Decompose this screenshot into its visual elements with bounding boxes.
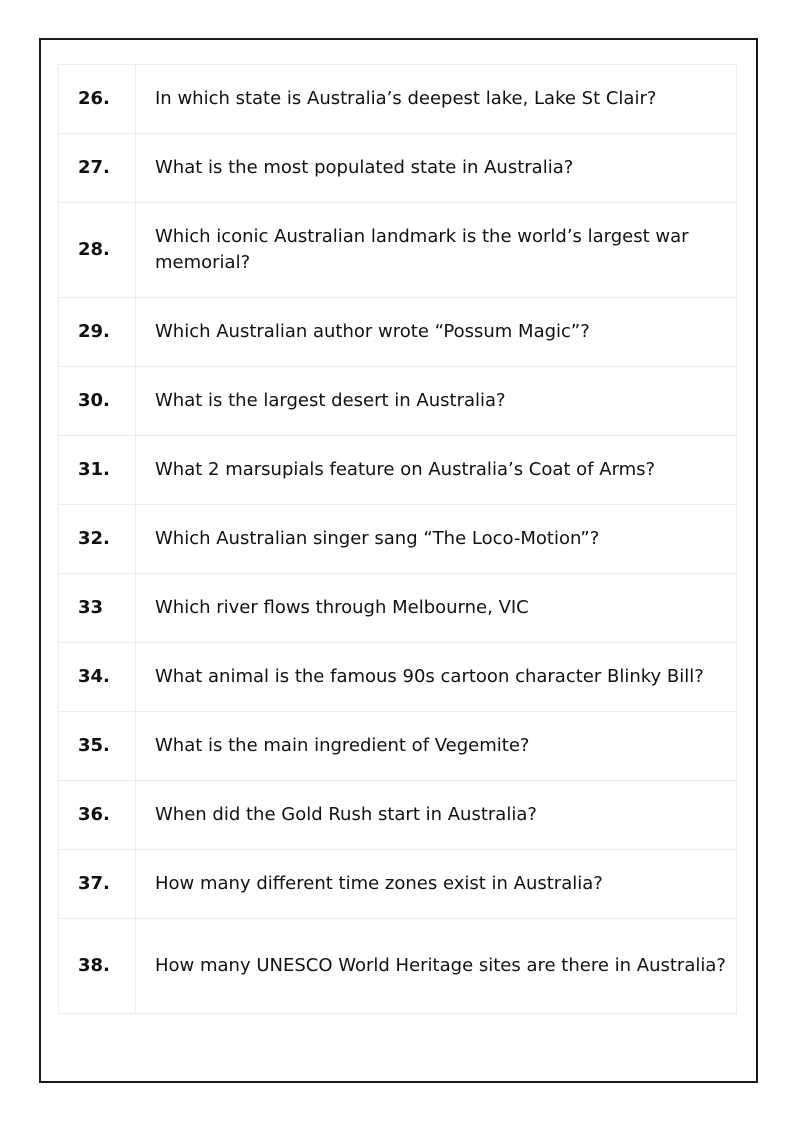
question-text: Which iconic Australian landmark is the world’s largest war memorial? <box>136 203 737 298</box>
question-number: 34. <box>59 643 136 712</box>
question-number: 27. <box>59 134 136 203</box>
question-number: 28. <box>59 203 136 298</box>
question-number: 32. <box>59 505 136 574</box>
question-number: 36. <box>59 781 136 850</box>
question-row <box>59 367 737 436</box>
question-number: 38. <box>59 919 136 1014</box>
question-row <box>59 203 737 298</box>
question-number: 33 <box>59 574 136 643</box>
question-row <box>59 781 737 850</box>
quiz-table <box>58 64 737 1014</box>
question-text: When did the Gold Rush start in Australia? <box>136 781 737 850</box>
question-row <box>59 712 737 781</box>
question-text: Which river flows through Melbourne, VIC <box>136 574 737 643</box>
question-text: What is the most populated state in Australia? <box>136 134 737 203</box>
question-text: What 2 marsupials feature on Australia’s Coat of Arms? <box>136 436 737 505</box>
question-text: Which Australian singer sang “The Loco-Motion”? <box>136 505 737 574</box>
question-text: How many UNESCO World Heritage sites are there in Australia? <box>136 919 737 1014</box>
question-text: Which Australian author wrote “Possum Magic”? <box>136 298 737 367</box>
question-row <box>59 505 737 574</box>
question-number: 30. <box>59 367 136 436</box>
question-text: How many different time zones exist in Australia? <box>136 850 737 919</box>
question-number: 31. <box>59 436 136 505</box>
question-row <box>59 643 737 712</box>
question-text: What is the main ingredient of Vegemite? <box>136 712 737 781</box>
question-text: What animal is the famous 90s cartoon character Blinky Bill? <box>136 643 737 712</box>
question-row <box>59 574 737 643</box>
question-row <box>59 134 737 203</box>
question-number: 37. <box>59 850 136 919</box>
question-row <box>59 919 737 1014</box>
question-number: 35. <box>59 712 136 781</box>
question-number: 29. <box>59 298 136 367</box>
question-number: 26. <box>59 65 136 134</box>
question-text: In which state is Australia’s deepest lake, Lake St Clair? <box>136 65 737 134</box>
question-row <box>59 436 737 505</box>
question-row <box>59 65 737 134</box>
question-row <box>59 850 737 919</box>
question-text: What is the largest desert in Australia? <box>136 367 737 436</box>
question-row <box>59 298 737 367</box>
